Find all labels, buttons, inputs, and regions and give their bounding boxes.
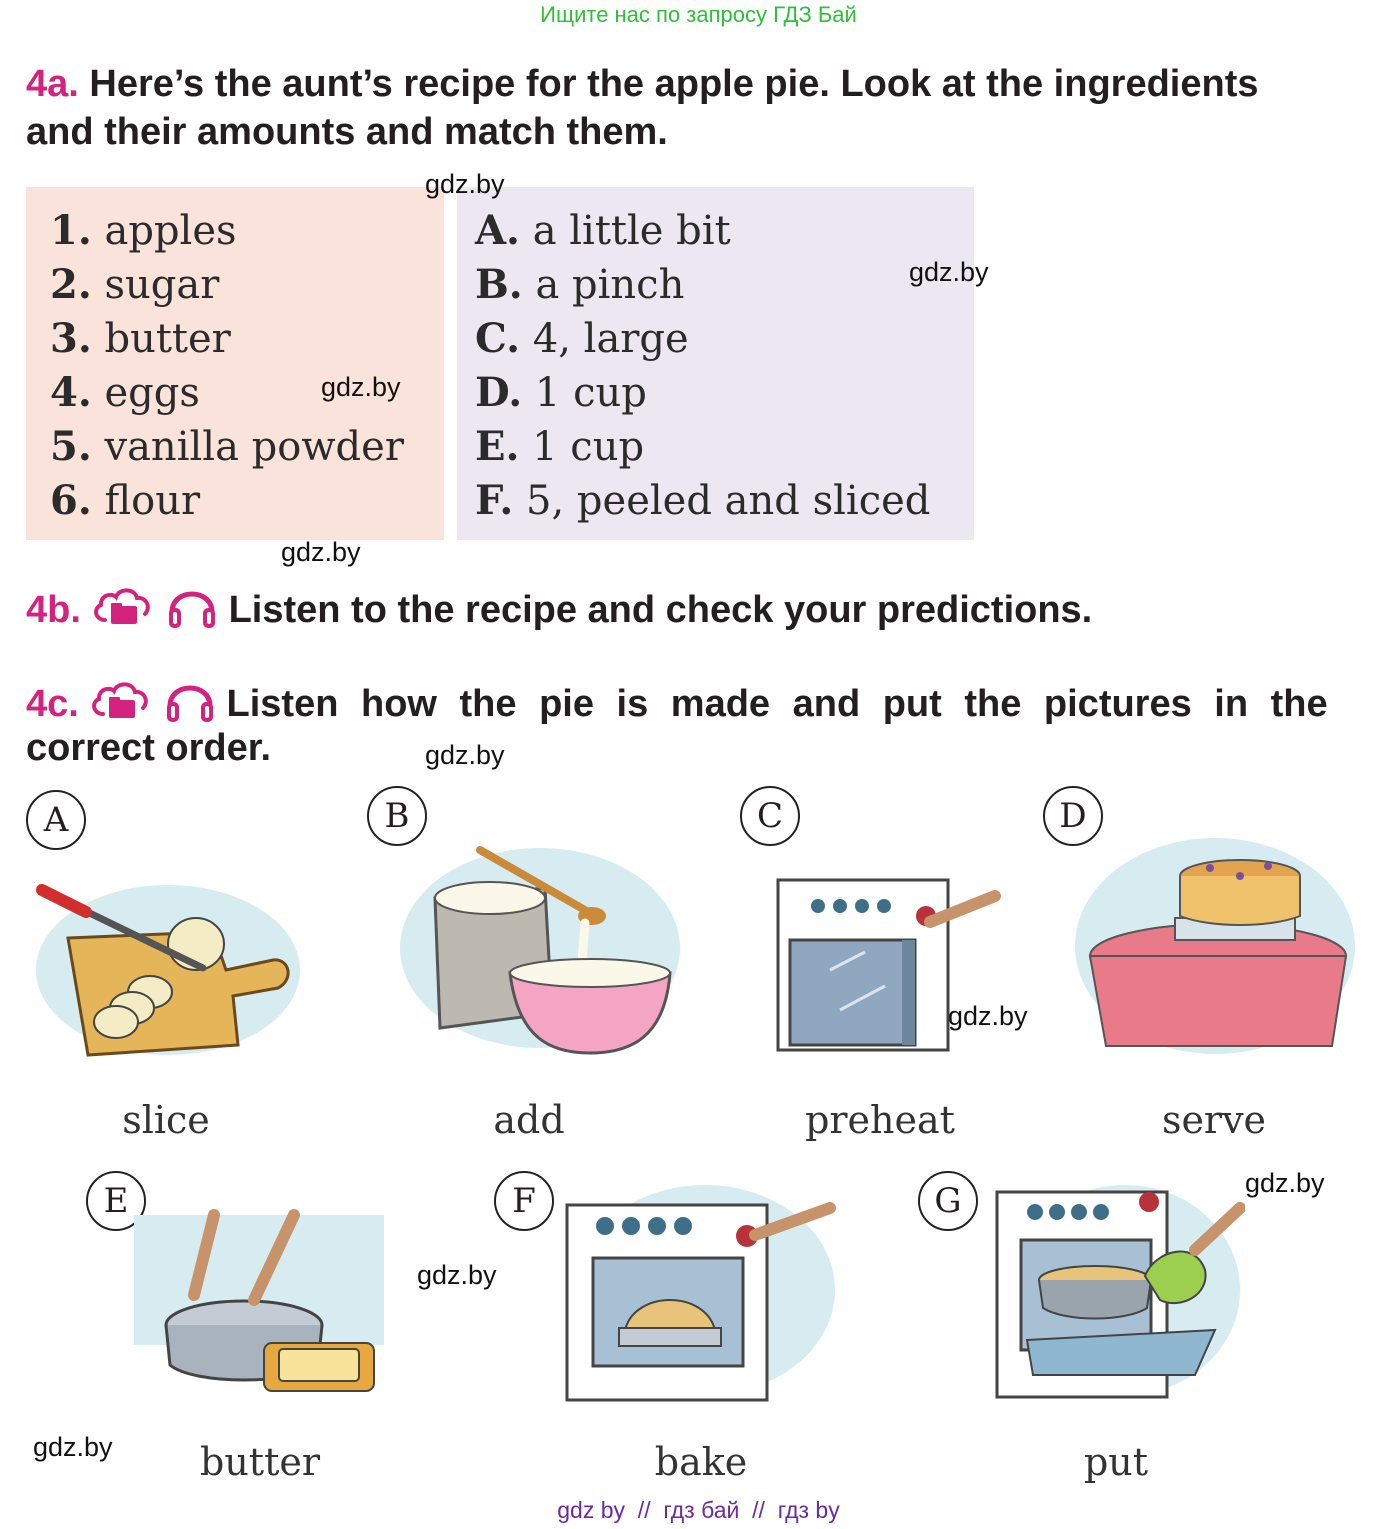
picture-caption-c: preheat [805, 1098, 955, 1142]
picture-label-f: F [494, 1171, 554, 1231]
picture-label-d: D [1043, 786, 1103, 846]
picture-label-c: C [740, 786, 800, 846]
list-item: 3. butter [50, 315, 231, 362]
amounts-list [475, 204, 930, 528]
amounts-panel [457, 187, 974, 540]
serve-illustration [1070, 826, 1360, 1061]
task-4b-heading [26, 580, 1092, 644]
ingredients-panel [26, 187, 444, 540]
list-item: F. 5, peeled and sliced [475, 477, 931, 524]
picture-caption-e: butter [200, 1440, 320, 1484]
watermark: gdz.by [948, 1001, 1028, 1031]
task-4c-text-line1: Listen how the pie is made and put the pictures in the [226, 683, 1328, 726]
task-4a-text-line2: and their amounts and match them. [26, 111, 668, 153]
watermark: gdz.by [417, 1260, 497, 1290]
picture-caption-f: bake [654, 1440, 748, 1484]
picture-caption-g: put [1083, 1440, 1149, 1484]
watermark: gdz.by [425, 169, 505, 199]
picture-caption-a: slice [122, 1098, 210, 1142]
picture-label-g: G [918, 1171, 978, 1231]
preheat-illustration [770, 860, 1005, 1055]
watermark: gdz.by [281, 537, 361, 567]
ingredients-list [50, 204, 404, 528]
task-4a-text-line1: Here’s the aunt’s recipe for the apple pie. Look at the ingredients [89, 63, 1259, 105]
cloud-folder-icon[interactable] [91, 584, 155, 640]
bake-illustration [555, 1180, 840, 1405]
task-4c-text-line2: correct order. [26, 727, 271, 769]
watermark: gdz.by [909, 257, 989, 287]
add-illustration [380, 838, 680, 1063]
list-item: 1. apples [50, 207, 237, 254]
list-item: C. 4, large [475, 315, 689, 362]
watermark: gdz.by [321, 372, 401, 402]
headphones-icon[interactable] [166, 580, 218, 644]
task-4c-number: 4c. [26, 683, 79, 726]
task-4b-text: Listen to the recipe and check your predictions. [228, 589, 1093, 632]
watermark: gdz.by [33, 1432, 113, 1462]
list-item: E. 1 cup [475, 423, 645, 470]
footer: gdz by // гдз бай // гдз by [557, 1497, 840, 1523]
picture-label-a: A [26, 790, 86, 850]
list-item: A. a little bit [475, 207, 731, 254]
watermark: gdz.by [425, 740, 505, 770]
picture-caption-d: serve [1161, 1098, 1267, 1142]
task-4a-number: 4a. [26, 63, 79, 105]
put-illustration [985, 1180, 1245, 1405]
list-item: 2. sugar [50, 261, 220, 308]
list-item: 6. flour [50, 477, 201, 524]
picture-caption-b: add [493, 1098, 565, 1142]
task-4b-number: 4b. [26, 589, 81, 632]
butter-illustration [134, 1205, 384, 1400]
slice-illustration [28, 860, 303, 1065]
list-item: D. 1 cup [475, 369, 647, 416]
picture-label-b: B [367, 786, 427, 846]
list-item: 4. eggs [50, 369, 200, 416]
picture-label-e: E [86, 1171, 146, 1231]
top-banner: Ищите нас по запросу ГДЗ Бай [540, 2, 857, 27]
watermark: gdz.by [1245, 1168, 1325, 1198]
list-item: B. a pinch [475, 261, 685, 308]
task-4a-heading [26, 60, 1366, 108]
list-item: 5. vanilla powder [50, 423, 404, 470]
